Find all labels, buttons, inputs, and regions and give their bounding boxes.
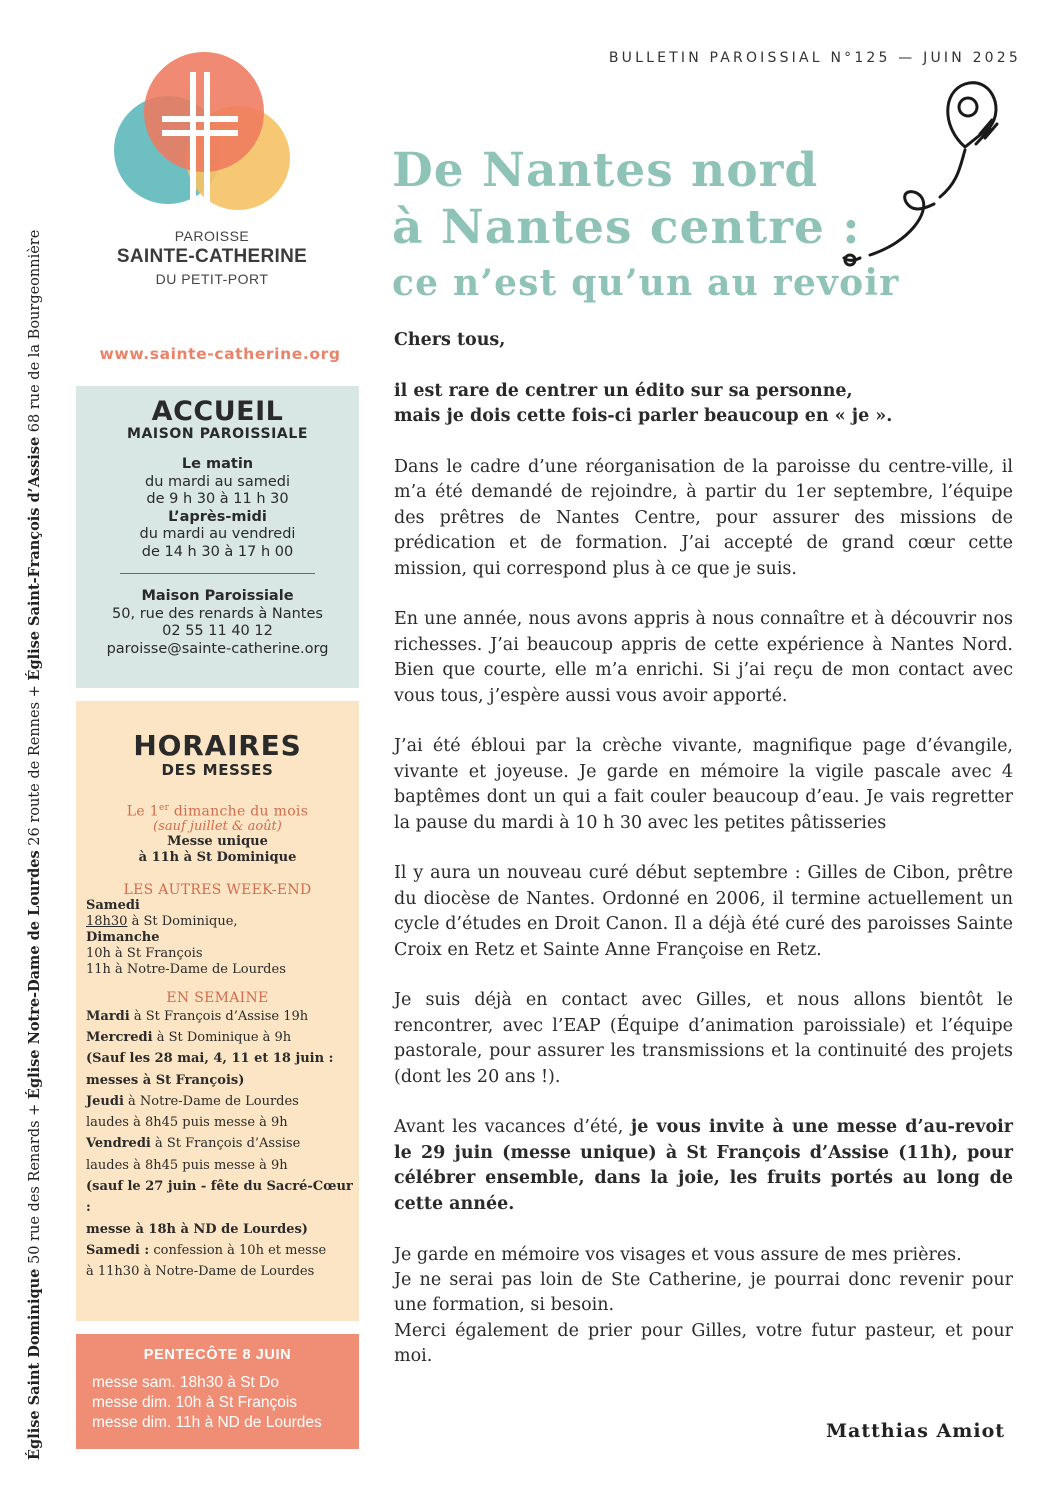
accueil-subtitle: MAISON PAROISSIALE xyxy=(126,426,309,442)
letter-p7-l2: Je ne serai pas loin de Ste Catherine, je pourrai donc revenir pour une formation, si besoin. xyxy=(394,1269,1013,1316)
horaires-subtitle: DES MESSES xyxy=(161,761,274,779)
morning-label: Le matin xyxy=(181,456,254,472)
title-line-1: De Nantes nord xyxy=(392,143,819,198)
editorial-letter xyxy=(394,328,1013,1395)
letter-paragraph-4: Il y aura un nouveau curé début septembre : Gilles de Cibon, prêtre du diocèse de Nantes. Ordonné en 2006, il termine actuellement un cycle d’études en Droit Canon. Il a déjà été curé des paroisses Sainte Croix en Retz et Sainte Anne Françoise en Retz. xyxy=(394,863,1013,960)
samedi2-label: Samedi : xyxy=(86,1242,150,1258)
jeudi-l2: laudes à 8h45 puis messe à 9h xyxy=(86,1115,288,1131)
website-link[interactable]: www.sainte-catherine.org xyxy=(99,345,341,363)
pentecote-line: messe dim. 10h à St François xyxy=(92,1394,298,1411)
jeudi-label: Jeudi xyxy=(86,1093,124,1109)
letter-paragraph-5: Je suis déjà en contact avec Gilles, et nous allons bientôt le rencontrer, avec l’EAP (Équipe d’animation paroissiale) et l’équipe pastorale, pour assurer les transmissions et la continuité des projets (dont les 20 ans !). xyxy=(394,990,1013,1087)
afternoon-hours: de 14 h 30 à 17 h 00 xyxy=(141,543,294,560)
map-pin-icon xyxy=(830,72,1030,277)
samedi2-l2: à 11h30 à Notre-Dame de Lourdes xyxy=(86,1264,315,1280)
vendredi-note1: (sauf le 27 juin - fête du Sacré-Cœur : xyxy=(86,1179,353,1216)
mercredi-rest: à St Dominique à 9h xyxy=(152,1029,292,1045)
letter-p7-l1: Je garde en mémoire vos visages et vous assure de mes prières. xyxy=(394,1244,962,1265)
first-sunday-l2: à 11h à St Dominique xyxy=(138,849,297,865)
first-sunday-sup: er xyxy=(158,803,170,813)
church2-name: Église Notre-Dame de Lourdes xyxy=(26,850,43,1100)
jeudi-rest: à Notre-Dame de Lourdes xyxy=(123,1093,299,1109)
church3-name: Église Saint-François d’Assise xyxy=(26,436,43,681)
house-email[interactable]: paroisse@sainte-catherine.org xyxy=(106,640,329,657)
afternoon-days: du mardi au vendredi xyxy=(139,526,296,542)
house-label: Maison Paroissiale xyxy=(141,588,294,604)
weekend-heading: LES AUTRES WEEK-END xyxy=(123,881,312,898)
week-heading: EN SEMAINE xyxy=(166,989,269,1006)
accueil-title: ACCUEIL xyxy=(151,396,284,427)
pentecote-line: messe sam. 18h30 à St Do xyxy=(92,1374,279,1391)
letter-p6-bold: je vous invite à une messe d’au-revoir le 29 juin (messe unique) à St François d’Assise (11h), pour célébrer ensemble, dans la joie, les fruits portés au long de cette année. xyxy=(394,1117,1013,1214)
letter-paragraph-2: En une année, nous avons appris à nous connaître et à découvrir nos richesses. J’ai beaucoup appris de cette expérience à Nantes Nord. Bien que courte, elle m’a enrichi. Si j’ai reçu de mon contact avec vous tous, j’espère aussi vous avoir apporté. xyxy=(394,609,1013,706)
first-sunday-b: dimanche du mois xyxy=(169,803,309,820)
first-sunday-a: Le 1 xyxy=(126,803,159,820)
logo-paroisse: PAROISSE xyxy=(174,228,250,244)
vendredi-note2: messe à 18h à ND de Lourdes) xyxy=(86,1221,308,1237)
title-line-3: ce n’est qu’un au revoir xyxy=(392,262,900,304)
dimanche-label: Dimanche xyxy=(86,929,160,945)
mercredi-note1: (Sauf les 28 mai, 4, 11 et 18 juin : xyxy=(86,1051,334,1067)
pentecote-box xyxy=(76,1334,359,1449)
vendredi-label: Vendredi xyxy=(86,1136,151,1152)
logo-sainte-catherine: SAINTE-CATHERINE xyxy=(116,246,308,267)
pentecote-title: PENTECÔTE 8 JUIN xyxy=(143,1347,292,1363)
samedi-label: Samedi xyxy=(86,897,140,913)
church3-address: 68 rue de la Bourgeonnière xyxy=(27,229,43,437)
mardi-label: Mardi xyxy=(86,1008,130,1024)
samedi2-rest: confession à 10h et messe xyxy=(149,1242,327,1258)
letter-paragraph-1: Dans le cadre d’une réorganisation de la paroisse du centre-ville, il m’a été demandé de rejoindre, à partir du 1er septembre, l’équipe des prêtres de Nantes Centre, pour assurer des missions de prédication et de formation. J’ai accepté de grand cœur cette mission, qui correspond plus à ce que je suis. xyxy=(394,457,1013,579)
mercredi-label: Mercredi xyxy=(86,1029,153,1045)
accueil-box xyxy=(76,386,359,688)
dimanche-l1: 10h à St François xyxy=(86,945,203,961)
letter-intro-1: il est rare de centrer un édito sur sa personne, xyxy=(394,380,853,401)
samedi-rest: à St Dominique, xyxy=(127,913,238,929)
first-sunday-l1: Messe unique xyxy=(167,833,268,849)
pentecote-line: messe dim. 11h à ND de Lourdes xyxy=(92,1414,322,1431)
church1-name: Église Saint Dominique xyxy=(26,1268,43,1460)
dimanche-l2: 11h à Notre-Dame de Lourdes xyxy=(86,961,286,977)
first-sunday-note: (sauf juillet & août) xyxy=(153,818,282,834)
letter-p7-l3: Merci également de prier pour Gilles, votre futur pasteur, et pour moi. xyxy=(394,1320,1013,1367)
church2-address: 26 route de Rennes + xyxy=(27,680,43,851)
church-addresses-vertical xyxy=(26,210,43,1460)
horaires-box xyxy=(76,701,359,1321)
house-phone[interactable]: 02 55 11 40 12 xyxy=(162,623,273,639)
title-line-2: à Nantes centre : xyxy=(392,200,861,255)
samedi-time: 18h30 xyxy=(86,913,128,929)
vendredi-rest: à St François d’Assise xyxy=(150,1136,301,1152)
letter-greeting: Chers tous, xyxy=(394,330,506,350)
parish-logo xyxy=(112,50,308,290)
morning-hours: de 9 h 30 à 11 h 30 xyxy=(146,491,289,507)
mercredi-note2: messes à St François) xyxy=(86,1072,245,1088)
mardi-rest: à St François d’Assise 19h xyxy=(129,1008,309,1024)
letter-paragraph-6 xyxy=(394,1115,1013,1217)
morning-days: du mardi au samedi xyxy=(145,473,290,490)
afternoon-label: L’après-midi xyxy=(168,508,267,525)
logo-petit-port: DU PETIT-PORT xyxy=(155,271,269,287)
letter-p6-plain: Avant les vacances d’été, xyxy=(394,1117,631,1138)
signature: Matthias Amiot xyxy=(826,1420,1006,1442)
logo-circles-icon xyxy=(112,50,312,225)
house-address: 50, rue des renards à Nantes xyxy=(112,605,323,622)
letter-paragraph-3: J’ai été ébloui par la crèche vivante, magnifique page d’évangile, vivante et joyeuse. Je garde en mémoire la vigile pascale avec 4 baptêmes dont un qui a fait couler beaucoup d’eau. Je vais regretter la pause du mardi à 10 h 30 avec les petites pâtisseries xyxy=(394,736,1013,833)
divider xyxy=(120,573,315,574)
church1-address: 50 rue des Renards + xyxy=(27,1099,43,1269)
first-sunday-heading xyxy=(76,803,359,820)
vendredi-l2: laudes à 8h45 puis messe à 9h xyxy=(86,1157,288,1173)
letter-intro-2: mais je dois cette fois-ci parler beaucoup en « je ». xyxy=(394,406,893,427)
bulletin-header: BULLETIN PAROISSIAL N°125 — JUIN 2025 xyxy=(608,50,1021,66)
horaires-title: HORAIRES xyxy=(133,729,302,762)
